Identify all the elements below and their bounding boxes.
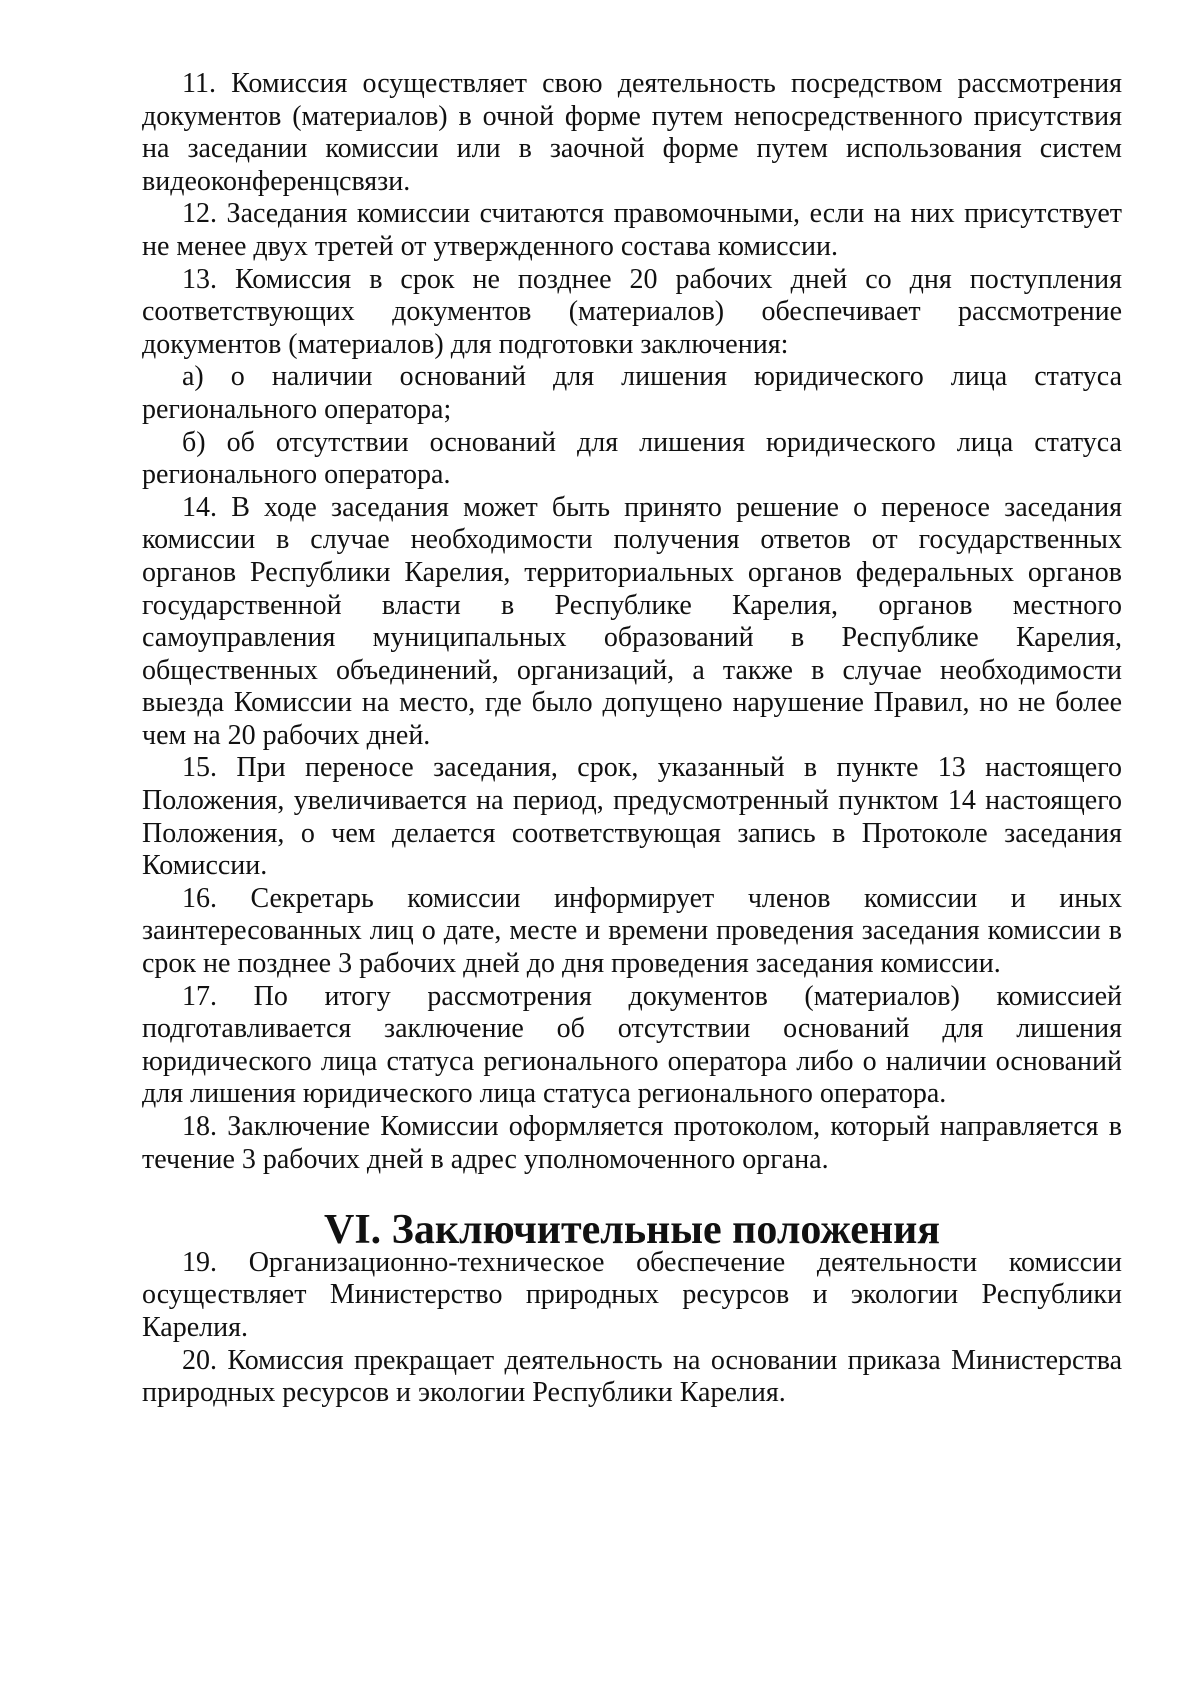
- paragraph-19: 19. Организационно-техническое обеспечение деятельности комиссии осуществляет Министерство природных ресурсов и экологии Республики Карелия.: [142, 1246, 1122, 1343]
- paragraph-16: 16. Секретарь комиссии информирует членов комиссии и иных заинтересованных лиц о дате, месте и времени проведения заседания комиссии в срок не позднее 3 рабочих дней до дня проведения заседания комиссии.: [142, 882, 1122, 980]
- paragraph-20: 20. Комиссия прекращает деятельность на основании приказа Министерства природных ресурсов и экологии Республики Карелия.: [142, 1344, 1122, 1409]
- paragraph-13-item-a: а) о наличии оснований для лишения юридического лица статуса регионального оператора;: [142, 361, 1122, 425]
- paragraph-13-item-b: б) об отсутствии оснований для лишения юридического лица статуса регионального оператора.: [142, 426, 1122, 491]
- document-page: [142, 68, 1122, 1410]
- paragraph-11: 11. Комиссия осуществляет свою деятельность посредством рассмотрения документов (материалов) в очной форме путем непосредственного присутствия на заседании комиссии или в заочной форме путем использования систем видеоконференцсвязи.: [142, 68, 1122, 197]
- section-heading: VI. Заключительные положения: [324, 1207, 940, 1254]
- paragraph-15: 15. При переносе заседания, срок, указанный в пункте 13 настоящего Положения, увеличивается на период, предусмотренный пунктом 14 настоящего Положения, о чем делается соответствующая запись в Протоколе заседания Комиссии.: [142, 752, 1122, 882]
- paragraph-18: 18. Заключение Комиссии оформляется протоколом, который направляется в течение 3 рабочих дней в адрес уполномоченного органа.: [142, 1111, 1122, 1175]
- paragraph-17: 17. По итогу рассмотрения документов (материалов) комиссией подготавливается заключение об отсутствии оснований для лишения юридического лица статуса регионального оператора либо о наличии оснований для лишения юридического лица статуса регионального оператора.: [142, 980, 1122, 1110]
- paragraph-14: 14. В ходе заседания может быть принято решение о переносе заседания комиссии в случае необходимости получения ответов от государственных органов Республики Карелия, территориальных органов федеральных органов государственной власти в Республике Карелия, органов местного самоуправления муниципальных образований в Республике Карелия, общественных объединений, организаций, а также в случае необходимости выезда Комиссии на место, где было допущено нарушение Правил, но не более чем на 20 рабочих дней.: [142, 491, 1122, 751]
- paragraph-12: 12. Заседания комиссии считаются правомочными, если на них присутствует не менее двух третей от утвержденного состава комиссии.: [142, 198, 1122, 262]
- paragraph-13: 13. Комиссия в срок не позднее 20 рабочих дней со дня поступления соответствующих документов (материалов) обеспечивает рассмотрение документов (материалов) для подготовки заключения:: [142, 263, 1122, 360]
